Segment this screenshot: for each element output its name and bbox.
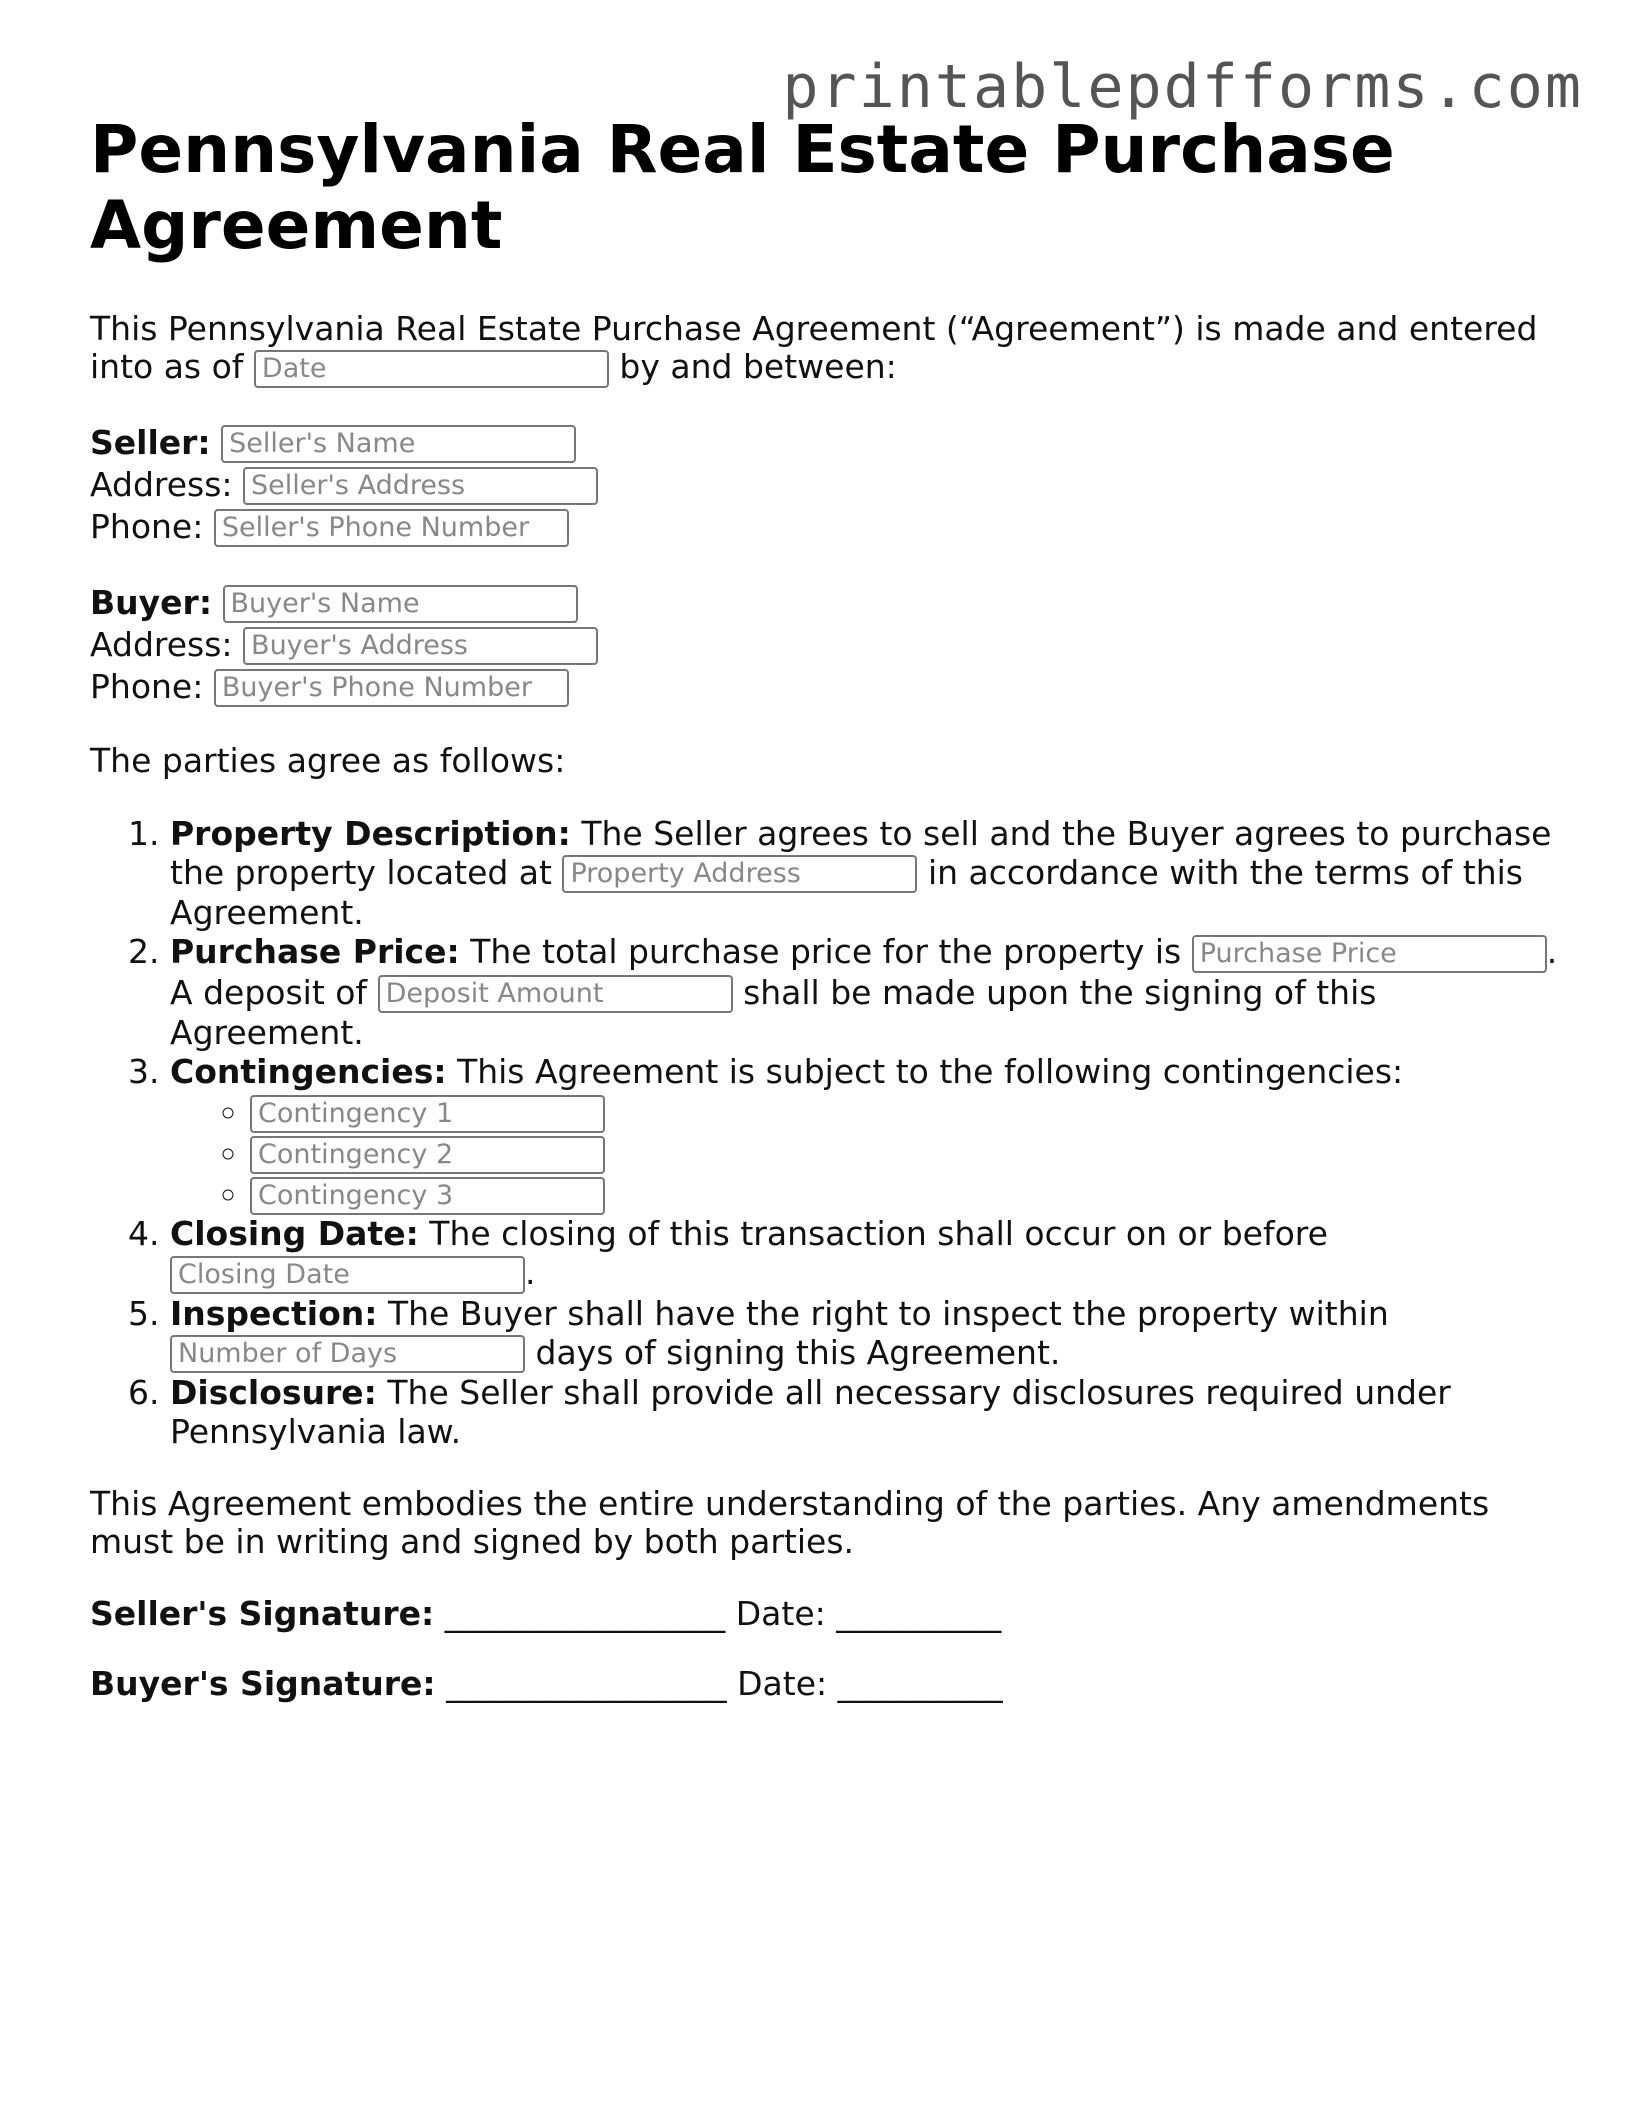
seller-address-label: Address: bbox=[90, 464, 233, 504]
seller-block bbox=[90, 422, 1570, 548]
date-field[interactable]: Date bbox=[254, 350, 609, 388]
disclosure-heading: Disclosure: bbox=[170, 1373, 377, 1412]
buyer-signature-line bbox=[90, 1665, 1570, 1703]
inspection-heading: Inspection: bbox=[170, 1293, 378, 1333]
intro-text: This Pennsylvania Real Estate Purchase Agreement (“Agreement”) is made and entered into as of bbox=[90, 309, 1538, 386]
inspection-text: The Buyer shall have the right to inspect the property within bbox=[387, 1293, 1389, 1333]
buyer-block bbox=[90, 582, 1570, 708]
buyer-address-label: Address: bbox=[90, 624, 233, 664]
contingency-3-field[interactable]: Contingency 3 bbox=[250, 1177, 605, 1215]
contingency-1-field[interactable]: Contingency 1 bbox=[250, 1095, 605, 1133]
closing-paragraph: This Agreement embodies the entire understanding of the parties. Any amendments must be in writing and signed by both parties. bbox=[90, 1484, 1490, 1561]
intro-text-after: by and between: bbox=[619, 347, 897, 386]
disclosure-text: The Seller shall provide all necessary disclosures required under Pennsylvania law. bbox=[170, 1373, 1451, 1451]
seller-name-field[interactable]: Seller's Name bbox=[221, 425, 576, 463]
document-page bbox=[90, 112, 1570, 1703]
list-item-price bbox=[170, 932, 1570, 1052]
contingency-item bbox=[250, 1173, 1570, 1214]
list-item-inspection bbox=[170, 1294, 1570, 1374]
seller-signature-line bbox=[90, 1595, 1570, 1633]
price-text: The total purchase price for the property is bbox=[470, 932, 1182, 971]
page-title: Pennsylvania Real Estate Purchase Agreement bbox=[90, 111, 1395, 264]
property-text-after: in accordance with the terms of this Agreement. bbox=[170, 852, 1523, 932]
contingency-list bbox=[170, 1091, 1570, 1214]
list-item-disclosure bbox=[170, 1373, 1570, 1451]
buyer-signature-label: Buyer's Signature: bbox=[90, 1664, 436, 1703]
deposit-amount-field[interactable]: Deposit Amount bbox=[378, 975, 733, 1013]
contingency-2-field[interactable]: Contingency 2 bbox=[250, 1136, 605, 1174]
contingencies-text: This Agreement is subject to the following contingencies: bbox=[457, 1052, 1404, 1091]
number-of-days-field[interactable]: Number of Days bbox=[170, 1335, 525, 1373]
buyer-address-field[interactable]: Buyer's Address bbox=[243, 627, 598, 665]
watermark: printablepdfforms.com bbox=[782, 52, 1583, 122]
property-address-field[interactable]: Property Address bbox=[562, 855, 917, 893]
buyer-phone-label: Phone: bbox=[90, 666, 204, 706]
contingency-item bbox=[250, 1132, 1570, 1173]
intro-paragraph bbox=[90, 310, 1570, 388]
terms-list bbox=[90, 814, 1570, 1452]
buyer-signature-blank[interactable]: _________________ bbox=[446, 1664, 727, 1703]
closing-text-after: . bbox=[525, 1253, 536, 1292]
seller-label: Seller: bbox=[90, 422, 211, 462]
closing-date-field[interactable]: Closing Date bbox=[170, 1256, 525, 1294]
seller-phone-label: Phone: bbox=[90, 506, 204, 546]
price-heading: Purchase Price: bbox=[170, 932, 460, 971]
contingencies-heading: Contingencies: bbox=[170, 1052, 447, 1091]
buyer-name-field[interactable]: Buyer's Name bbox=[223, 585, 578, 623]
purchase-price-field[interactable]: Purchase Price bbox=[1192, 935, 1547, 973]
property-heading: Property Description: bbox=[170, 813, 571, 853]
seller-signature-blank[interactable]: _________________ bbox=[444, 1594, 726, 1633]
seller-signature-label: Seller's Signature: bbox=[90, 1594, 435, 1633]
price-text-mid: . A deposit of bbox=[170, 932, 1558, 1012]
price-text-after: shall be made upon the signing of this Agreement. bbox=[170, 972, 1377, 1052]
seller-address-field[interactable]: Seller's Address bbox=[243, 467, 598, 505]
agree-text: The parties agree as follows: bbox=[90, 740, 566, 780]
closing-text: The closing of this transaction shall occur on or before bbox=[429, 1214, 1328, 1253]
seller-date-blank[interactable]: Date: __________ bbox=[735, 1594, 1002, 1633]
list-item-contingencies bbox=[170, 1052, 1570, 1214]
contingency-item bbox=[250, 1091, 1570, 1132]
closing-heading: Closing Date: bbox=[170, 1214, 419, 1253]
buyer-label: Buyer: bbox=[90, 582, 213, 622]
buyer-phone-field[interactable]: Buyer's Phone Number bbox=[214, 669, 569, 707]
list-item-property bbox=[170, 814, 1570, 933]
inspection-text-after: days of signing this Agreement. bbox=[535, 1332, 1061, 1372]
property-text: The Seller agrees to sell and the Buyer agrees to purchase the property located at bbox=[170, 813, 1552, 892]
list-item-closing bbox=[170, 1214, 1570, 1294]
buyer-date-blank[interactable]: Date: __________ bbox=[737, 1664, 1003, 1703]
seller-phone-field[interactable]: Seller's Phone Number bbox=[214, 509, 569, 547]
